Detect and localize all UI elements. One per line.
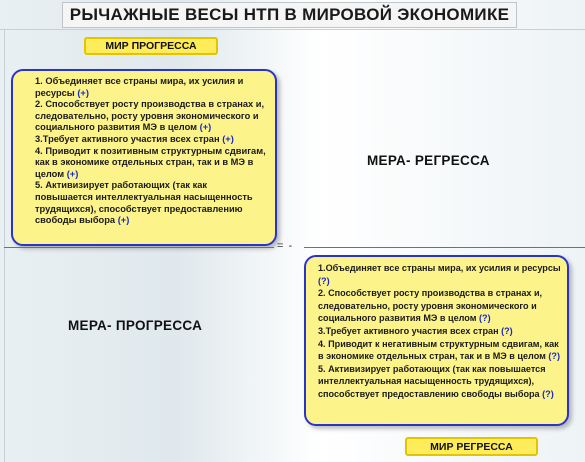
plus-mark: (+) <box>117 215 130 226</box>
progress-item-4: 4. Приводит к позитивным структурным сдвигам, как в экономике отдельных стран, так и в МЭ в целом (+) <box>35 145 266 179</box>
balance-line-left <box>4 247 274 248</box>
plus-mark: (+) <box>199 122 212 133</box>
regress-item-1: 1.Объединяет все страны мира, их усилия и ресурсы (?) <box>318 263 561 286</box>
question-mark: (?) <box>479 313 491 324</box>
plus-mark: (+) <box>222 133 234 144</box>
progress-measure-heading: МЕРА- ПРОГРЕССА <box>68 318 203 333</box>
regress-item-4: 4. Приводит к негативным структурным сдвигам, как в экономике отдельных стран, так и в МЭ в целом (?) <box>318 338 561 362</box>
balance-separator: = - <box>277 240 294 252</box>
progress-item-1: 1. Объединяет все страны мира, их усилия и ресурсы (+) <box>35 76 244 98</box>
plus-mark: (+) <box>66 168 79 179</box>
progress-world-badge: МИР ПРОГРЕССА <box>84 37 218 55</box>
regress-measure-heading: МЕРА- РЕГРЕССА <box>367 153 490 168</box>
balance-line-right <box>304 247 585 248</box>
regress-effects-box <box>304 255 569 426</box>
progress-effects-box <box>11 69 277 246</box>
regress-item-5: 5. Активизирует работающих (так как повышается интеллектуальная насыщенность трудящихся), способствует предоставлению свободы выбора (?) <box>318 363 554 399</box>
progress-item-5: 5. Активизирует работающих (так как повышается интеллектуальная насыщенность трудящихся), способствует предоставлению свободы выбора (+) <box>35 180 253 226</box>
frame-top-line <box>0 29 585 30</box>
question-mark: (?) <box>542 388 554 399</box>
title-banner <box>62 2 517 28</box>
question-mark: (?) <box>318 275 330 286</box>
progress-item-3: 3.Требует активного участия всех стран (+) <box>35 133 234 144</box>
question-mark: (?) <box>501 325 513 336</box>
regress-item-3: 3.Требует активного участия всех стран (?) <box>318 325 513 336</box>
page-title: РЫЧАЖНЫЕ ВЕСЫ НТП В МИРОВОЙ ЭКОНОМИКЕ <box>69 5 510 24</box>
progress-item-2: 2. Способствует росту производства в странах и, следовательно, росту уровня экономического и социального развития МЭ в целом (+) <box>35 99 265 133</box>
question-mark: (?) <box>548 351 561 362</box>
frame-left-line <box>4 29 5 462</box>
regress-world-badge: МИР РЕГРЕССА <box>405 437 538 456</box>
plus-mark: (+) <box>77 87 89 98</box>
regress-item-2: 2. Способствует росту производства в странах и, следовательно, росту уровня экономического и социального развития МЭ в целом (?) <box>318 288 543 324</box>
